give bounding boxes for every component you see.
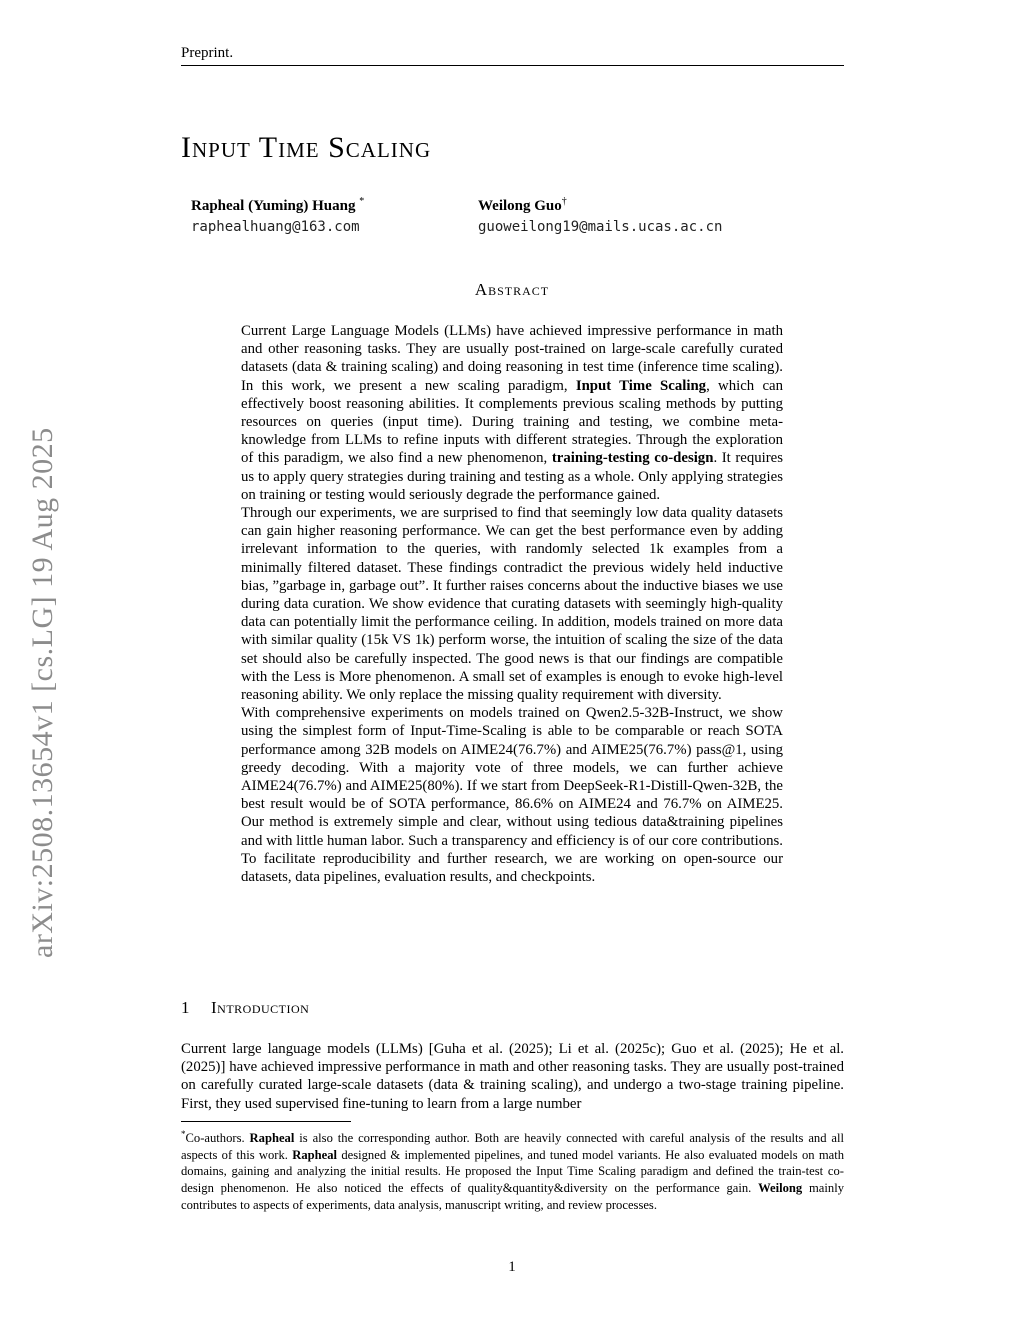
author-name-2: Weilong Guo†: [478, 196, 567, 214]
arxiv-stamp[interactable]: arXiv:2508.13654v1 [cs.LG] 19 Aug 2025: [26, 427, 59, 958]
author-email-1[interactable]: raphealhuang@163.com: [191, 219, 360, 235]
keyword-co-design: training-testing co-design: [551, 450, 714, 467]
section-title: Introduction: [211, 998, 310, 1017]
abstract-paragraph-1: Current Large Language Models (LLMs) have achieved impressive performance in math and other reasoning tasks. They are usually post-trained on large-scale carefully curated datasets (data & training scaling) and doing reasoning in test time (inference time scaling). In this work, we present a new scaling paradigm, Input Time Scaling, which can effectively boost reasoning abilities. It complements previous scaling methods by putting resources on queries (input time). During training and testing, we combine meta-knowledge from LLMs to refine inputs with different strategies. Through the exploration of this paradigm, we also find a new phenomenon, training-testing co-design. It requires us to apply query strategies during training and testing as a whole. Only applying strategies on training or testing would seriously degrade the performance gained.: [241, 323, 784, 503]
abstract-paragraph-3: With comprehensive experiments on models trained on Qwen2.5-32B-Instruct, we show using the simplest form of Input-Time-Scaling is able to be comparable or reach SOTA performance among 32B models on AIME24(76.7%) and AIME25(76.7%) pass@1, using greedy decoding. With a majority vote of three models, we can further achieve AIME24(76.7%) and AIME25(80%). If we start from DeepSeek-R1-Distill-Qwen-32B, the best result would be of SOTA performance, 86.6% on AIME24 and 76.7% on AIME25. Our method is extremely simple and clear, without using tedious data&training pipelines and with little human labor. Such a transparency and efficiency is of our core contributions. To facilitate reproducibility and further research, we are working on open-source our datasets, data pipelines, evaluation results, and checkpoints.: [241, 705, 783, 886]
author-email-2[interactable]: guoweilong19@mails.ucas.ac.cn: [478, 219, 723, 235]
section-heading-introduction: [181, 998, 309, 1018]
author-block-2: [478, 193, 722, 236]
abstract-body: [241, 322, 783, 886]
abstract-heading: Abstract: [474, 280, 550, 299]
abstract-paragraph-2: Through our experiments, we are surprised to find that seemingly low data quality datasets can gain higher reasoning performance. We can get the best performance even by adding irrelevant information to the queries, with randomly selected 1k examples from a minimally filtered dataset. These findings contradict the previous widely held inductive bias, ”garbage in, garbage out”. It further raises concerns about the inductive biases we use during data curation. We show evidence that curating datasets with seemingly high-quality data can potentially limit the performance ceiling. In addition, models trained on more data with similar quality (15k VS 1k) perform worse, the intuition of scaling the size of the data set should also be carefully inspected. The good news is that our findings are compatible with the Less is More phenomenon. A small set of examples is enough to evoke high-level reasoning ability. We only replace the missing quality requirement with diversity.: [241, 505, 783, 704]
header-rule: [181, 65, 844, 66]
footnote-rule: [181, 1121, 351, 1122]
keyword-input-time-scaling: Input Time Scaling: [575, 377, 707, 394]
author-name-1: Rapheal (Yuming) Huang *: [191, 196, 365, 214]
author-mark-2: †: [561, 196, 567, 207]
footnote-mark: *: [181, 1129, 186, 1139]
introduction-paragraph: Current large language models (LLMs) [Guha et al. (2025); Li et al. (2025c); Guo et al. (2025); He et al. (2025)] have achieved impressive performance in math and other reasoning tasks. They are usually post-trained on carefully curated large-scale datasets (data & training scaling), and undergo a two-stage training pipeline. First, they used supervised fine-tuning to learn from a large number: [181, 1041, 844, 1112]
running-header: Preprint.: [181, 45, 234, 61]
author-block-1: [191, 193, 364, 236]
page-number: 1: [508, 1259, 516, 1275]
footnote: *Co-authors. Rapheal is also the corresponding author. Both are heavily connected with careful analysis of the results and all aspects of this work. Rapheal designed & implemented pipelines, and tuned model variants. He also evaluated models on math domains, gaining and analyzing the initial results. He proposed the Input Time Scaling paradigm and defined the train-test co-design phenomenon. He also noticed the effects of quality&quantity&diversity on the performance gain. Weilong mainly contributes to aspects of experiments, data analysis, manuscript writing, and review processes.: [181, 1129, 845, 1212]
section-number: 1: [181, 998, 190, 1017]
author-mark-1: *: [359, 196, 365, 207]
paper-title: Input Time Scaling: [181, 131, 432, 164]
